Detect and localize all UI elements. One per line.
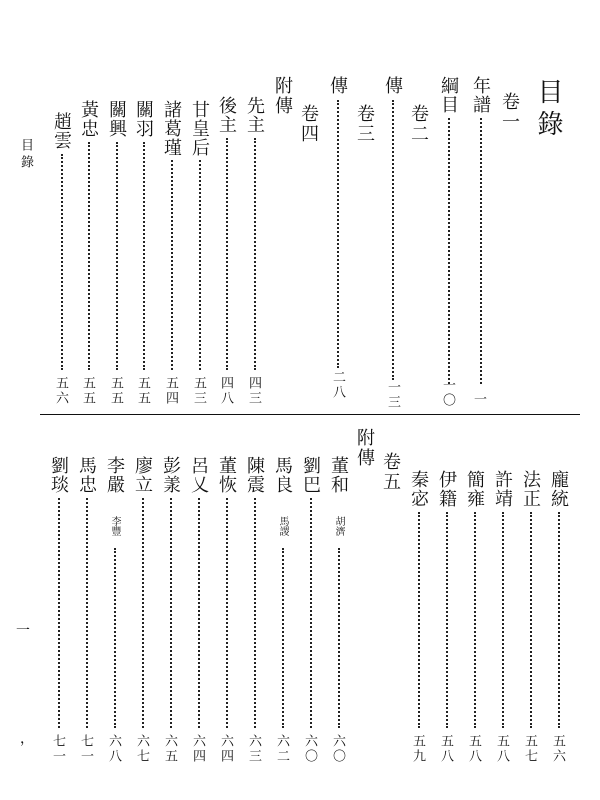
toc-lvyi-label: 呂乂 bbox=[188, 456, 209, 494]
toc-juan3-label: 卷三 bbox=[354, 104, 375, 144]
toc-lvyi-leader bbox=[198, 498, 200, 728]
toc-donghui-label: 董恢 bbox=[216, 456, 237, 494]
toc-liuyan-label: 劉琰 bbox=[48, 456, 69, 494]
folio-mark: ， bbox=[20, 731, 34, 747]
toc-juan1-label: 卷一 bbox=[499, 92, 520, 132]
folio-number: 一 bbox=[16, 623, 30, 639]
toc-zhuan2-leader bbox=[337, 100, 339, 368]
toc-ganhuanghou-page: 五三 bbox=[191, 376, 206, 406]
toc-ganhuanghou-leader bbox=[199, 160, 201, 370]
toc-donghe-note: 胡濟 bbox=[333, 516, 344, 536]
toc-zhuan2-label: 傳 bbox=[327, 76, 348, 95]
toc-xianzhu-label: 先主 bbox=[244, 96, 265, 134]
toc-yiji-leader bbox=[446, 512, 448, 728]
toc-donghui-leader bbox=[226, 498, 228, 728]
toc-guanxing-leader bbox=[116, 142, 118, 370]
toc-zhaoyun-page: 五六 bbox=[53, 376, 68, 406]
toc-chenzhen-label: 陳震 bbox=[244, 456, 265, 494]
toc-zhuan1-page: 一三 bbox=[385, 380, 400, 410]
toc-liyan-page: 六八 bbox=[106, 734, 121, 764]
toc-zhugejin-page: 五四 bbox=[163, 376, 178, 406]
toc-pengyang-label: 彭羕 bbox=[160, 456, 181, 494]
toc-maliang-page: 六二 bbox=[274, 734, 289, 764]
toc-xianzhu-leader bbox=[254, 138, 256, 370]
toc-guanyu-leader bbox=[143, 142, 145, 370]
toc-gangmu-label: 綱目 bbox=[438, 76, 459, 114]
toc-donghe-leader bbox=[338, 548, 340, 728]
section-divider bbox=[40, 414, 580, 415]
toc-liyan-note: 李豐 bbox=[109, 516, 120, 536]
toc-zhuan2-page: 二八 bbox=[330, 370, 345, 400]
toc-nianpu-page: 一 bbox=[471, 392, 486, 407]
toc-zhugejin-label: 諸葛瑾 bbox=[161, 100, 182, 157]
toc-yiji-label: 伊籍 bbox=[436, 470, 457, 508]
toc-zhuan1-leader bbox=[392, 100, 394, 380]
toc-zhaoyun-leader bbox=[61, 154, 63, 370]
toc-maliang-leader bbox=[282, 548, 284, 728]
toc-fazheng-label: 法正 bbox=[520, 470, 541, 508]
toc-gangmu-leader bbox=[448, 118, 450, 384]
toc-nianpu-leader bbox=[480, 118, 482, 384]
toc-liyan-label: 李嚴 bbox=[104, 456, 125, 494]
toc-fazheng-leader bbox=[530, 512, 532, 728]
toc-xianzhu-page: 四三 bbox=[246, 376, 261, 406]
toc-mazhong-page: 七一 bbox=[78, 734, 93, 764]
toc-houzhu-page: 四八 bbox=[218, 376, 233, 406]
toc-zhuan1-label: 傳 bbox=[382, 76, 403, 95]
toc-pangtong-page: 五六 bbox=[550, 734, 565, 764]
toc-mazhong-label: 馬忠 bbox=[76, 456, 97, 494]
toc-guanyu-label: 關羽 bbox=[133, 100, 154, 138]
toc-zhugejin-leader bbox=[171, 160, 173, 370]
toc-donghe-page: 六〇 bbox=[330, 734, 345, 764]
toc-pengyang-leader bbox=[170, 498, 172, 728]
toc-juan2-label: 卷二 bbox=[408, 104, 429, 144]
toc-donghe-label: 董和 bbox=[328, 456, 349, 494]
toc-fuzhuan-label: 附傳 bbox=[272, 76, 293, 116]
toc-chenzhen-leader bbox=[254, 498, 256, 728]
toc-juan5-label: 卷五 bbox=[380, 452, 401, 492]
toc-qinmi-leader bbox=[418, 512, 420, 728]
toc-nianpu-label: 年譜 bbox=[470, 76, 491, 114]
toc-liuba-leader bbox=[310, 498, 312, 728]
margin-running-head: 目錄 bbox=[18, 138, 33, 172]
toc-guanyu-page: 五五 bbox=[135, 376, 150, 406]
toc-guanxing-page: 五五 bbox=[108, 376, 123, 406]
toc-ganhuanghou-label: 甘皇后 bbox=[189, 100, 210, 157]
toc-juan4-label: 卷四 bbox=[298, 104, 319, 144]
toc-jianyong-page: 五八 bbox=[466, 734, 481, 764]
page-title: 目錄 bbox=[533, 78, 563, 142]
toc-pangtong-label: 龐統 bbox=[548, 470, 569, 508]
toc-houzhu-label: 後主 bbox=[216, 96, 237, 134]
toc-maliang-note: 馬謖 bbox=[277, 516, 288, 536]
toc-liuyan-page: 七一 bbox=[50, 734, 65, 764]
toc-gangmu-page: 一〇 bbox=[440, 378, 455, 408]
toc-qinmi-label: 秦宓 bbox=[408, 470, 429, 508]
toc-yiji-page: 五八 bbox=[438, 734, 453, 764]
toc-liaoli-page: 六七 bbox=[134, 734, 149, 764]
toc-liyan-leader bbox=[114, 548, 116, 728]
toc-pangtong-leader bbox=[558, 512, 560, 728]
toc-liuyan-leader bbox=[58, 498, 60, 728]
toc-huangzhong-label: 黃忠 bbox=[78, 100, 99, 138]
toc-donghui-page: 六四 bbox=[218, 734, 233, 764]
toc-lvyi-page: 六四 bbox=[190, 734, 205, 764]
toc-guanxing-label: 關興 bbox=[106, 100, 127, 138]
toc-maliang-label: 馬良 bbox=[272, 456, 293, 494]
toc-zhaoyun-label: 趙雲 bbox=[51, 112, 72, 150]
toc-liaoli-leader bbox=[142, 498, 144, 728]
toc-liaoli-label: 廖立 bbox=[132, 456, 153, 494]
toc-qinmi-page: 五九 bbox=[410, 734, 425, 764]
toc-huangzhong-page: 五五 bbox=[80, 376, 95, 406]
toc-liuba-label: 劉巴 bbox=[300, 456, 321, 494]
toc-xujing-leader bbox=[502, 512, 504, 728]
toc-xujing-label: 許靖 bbox=[492, 470, 513, 508]
toc-jianyong-label: 簡雍 bbox=[464, 470, 485, 508]
toc-huangzhong-leader bbox=[88, 142, 90, 370]
toc-liuba-page: 六〇 bbox=[302, 734, 317, 764]
toc-jianyong-leader bbox=[474, 512, 476, 728]
toc-fuzhuan2-label: 附傳 bbox=[354, 428, 375, 468]
toc-fazheng-page: 五七 bbox=[522, 734, 537, 764]
toc-houzhu-leader bbox=[226, 138, 228, 370]
toc-xujing-page: 五八 bbox=[494, 734, 509, 764]
toc-chenzhen-page: 六三 bbox=[246, 734, 261, 764]
toc-mazhong-leader bbox=[86, 498, 88, 728]
toc-pengyang-page: 六五 bbox=[162, 734, 177, 764]
